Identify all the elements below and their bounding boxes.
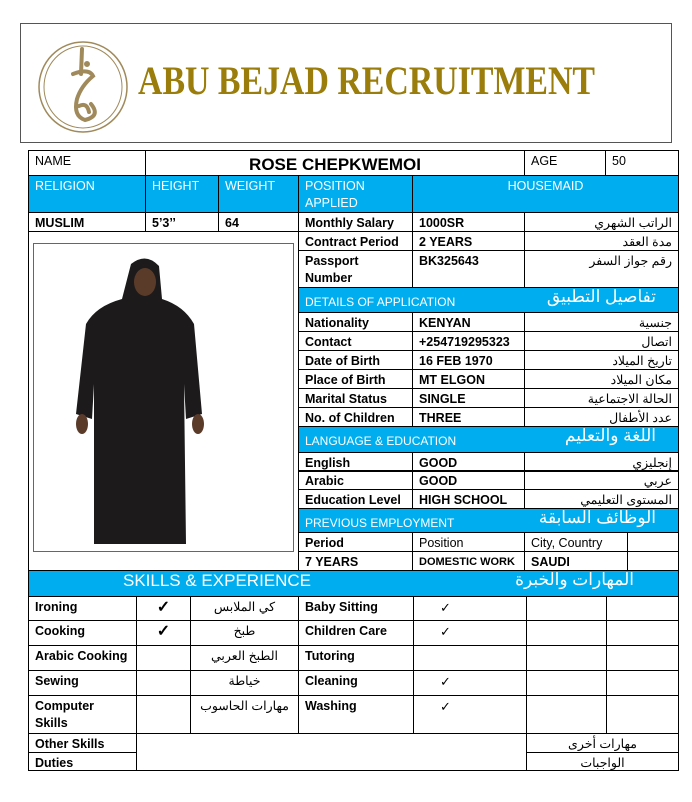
religion-label: RELIGION [28,175,146,213]
language-value: GOOD [412,452,525,472]
other-skills-label-ar: مهارات أخرى [526,733,679,753]
contract-value: 2 YEARS [412,231,525,251]
skills-title-ar: المهارات والخبرة [515,570,634,589]
detail-label: Date of Birth [298,350,413,370]
calligraphy-seal-logo [39,42,127,132]
employment-title: PREVIOUS EMPLOYMENT [305,516,455,530]
contract-label-ar: الراتب الشهري [524,212,679,232]
language-value: HIGH SCHOOL [412,489,525,509]
skill-label-ar: طبخ [190,620,299,646]
detail-label: Marital Status [298,388,413,408]
weight-label: WEIGHT [218,175,299,213]
contract-label-ar: مدة العقد [524,231,679,251]
language-label-ar: إنجليزي [524,452,679,472]
detail-value: 16 FEB 1970 [412,350,525,370]
skill-empty [606,695,679,734]
language-title-ar: اللغة والتعليم [564,426,656,445]
skill-label: Baby Sitting [298,596,414,621]
person-photo-icon [34,244,293,551]
contract-label: Contract Period [298,231,413,251]
height-label: HEIGHT [145,175,219,213]
skill-label: Ironing [28,596,137,621]
skills-title: SKILLS & EXPERIENCE [123,571,312,590]
language-label-ar: المستوى التعليمي [524,489,679,509]
duties-label: Duties [28,752,137,771]
skill-empty [606,670,679,696]
employment-position: DOMESTIC WORK [412,551,525,571]
skill-empty [526,645,607,671]
contract-value: 1000SR [412,212,525,232]
company-name: ABU BEJAD RECRUITMENT [138,58,596,103]
skill-empty [526,695,607,734]
contract-value: BK325643 [412,250,525,288]
detail-label-ar: جنسية [524,312,679,332]
skill-label: Cooking [28,620,137,646]
detail-label: Nationality [298,312,413,332]
header-svg [21,24,673,144]
position-value: HOUSEMAID [412,175,679,213]
contract-label: Passport Number [298,250,413,288]
contract-label-ar: رقم جواز السفر [524,250,679,288]
height-value: 5’3’’ [145,212,219,232]
language-header [298,426,679,453]
skill-check: ✓ [413,695,527,734]
weight-value: 64 [218,212,299,232]
detail-label-ar: تاريخ الميلاد [524,350,679,370]
skill-check [136,645,191,671]
skill-empty [526,670,607,696]
details-header [298,287,679,313]
language-label: Arabic [298,470,413,490]
skill-check: ✓ [136,596,191,621]
skill-empty [606,620,679,646]
skill-check: ✓ [413,596,527,621]
details-title-ar: تفاصيل التطبيق [546,287,656,306]
skill-label-ar: مهارات الحاسوب [190,695,299,734]
detail-label: Contact [298,331,413,351]
age-label: AGE [524,150,606,176]
skill-empty [526,620,607,646]
employment-title-ar: الوظائف السابقة [538,508,656,527]
name-label: NAME [28,150,146,176]
employment-header-city: City, Country [524,532,628,552]
skill-empty [526,596,607,621]
skill-label-ar: الطبخ العربي [190,645,299,671]
skill-check: ✓ [136,620,191,646]
employment-header [298,508,679,533]
other-skills-label: Other Skills [28,733,137,753]
employment-header-position: Position [412,532,525,552]
position-label: POSITION APPLIED [298,175,413,213]
skill-label: Arabic Cooking [28,645,137,671]
header-banner [20,23,672,143]
skill-check: ✓ [413,670,527,696]
detail-label-ar: اتصال [524,331,679,351]
duties-label-ar: الواجبات [526,752,679,771]
employment-period: 7 YEARS [298,551,413,571]
detail-value: THREE [412,407,525,427]
detail-value: MT ELGON [412,369,525,389]
skill-check: ✓ [413,620,527,646]
detail-label: Place of Birth [298,369,413,389]
detail-value: +254719295323 [412,331,525,351]
skill-label: Computer Skills [28,695,137,734]
skill-label: Children Care [298,620,414,646]
skill-label-ar: خياطة [190,670,299,696]
language-label: Education Level [298,489,413,509]
employment-header-period: Period [298,532,413,552]
age-value: 50 [605,150,679,176]
detail-label: No. of Children [298,407,413,427]
language-label: English [298,452,413,472]
skill-label: Cleaning [298,670,414,696]
employment-header-empty [627,532,679,552]
detail-value: SINGLE [412,388,525,408]
skill-empty [606,596,679,621]
language-title: LANGUAGE & EDUCATION [305,434,457,448]
candidate-name: ROSE CHEPKWEMOI [145,150,525,176]
religion-value: MUSLIM [28,212,146,232]
detail-label-ar: الحالة الاجتماعية [524,388,679,408]
detail-value: KENYAN [412,312,525,332]
skill-label-ar: كي الملابس [190,596,299,621]
language-label-ar: عربي [524,470,679,490]
skill-check [136,670,191,696]
skill-empty [606,645,679,671]
skills-header [28,570,679,597]
language-value: GOOD [412,470,525,490]
skill-label: Tutoring [298,645,414,671]
contract-label: Monthly Salary [298,212,413,232]
detail-label-ar: مكان الميلاد [524,369,679,389]
skill-label: Sewing [28,670,137,696]
candidate-photo [33,243,294,552]
details-title: DETAILS OF APPLICATION [305,295,456,309]
employment-city: SAUDI [524,551,628,571]
skill-check [136,695,191,734]
other-skills-value [136,733,527,771]
employment-empty [627,551,679,571]
skill-check [413,645,527,671]
detail-label-ar: عدد الأطفال [524,407,679,427]
skill-label: Washing [298,695,414,734]
